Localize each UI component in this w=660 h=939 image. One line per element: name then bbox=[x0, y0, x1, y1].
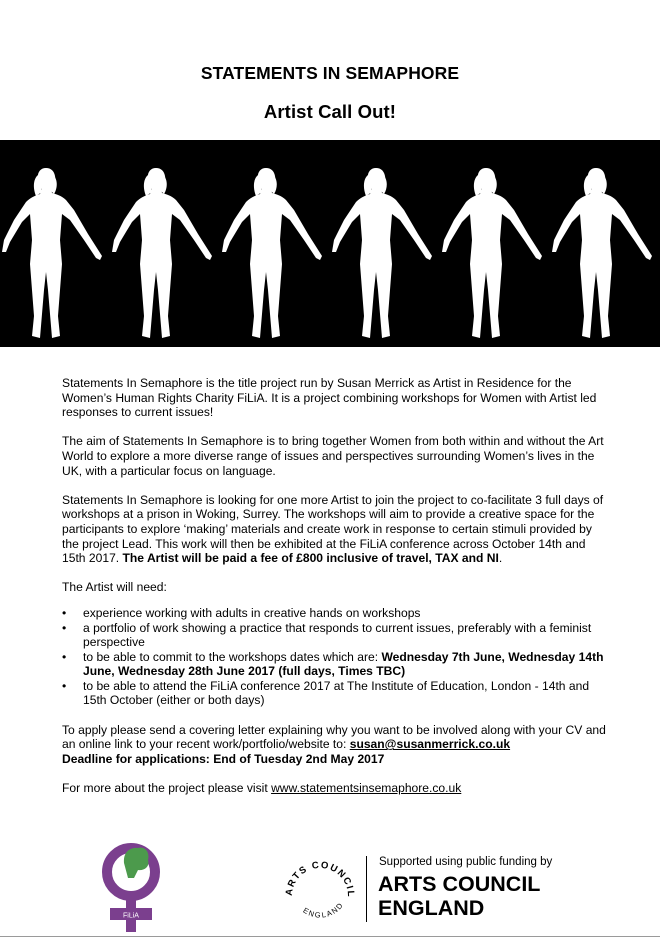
details-end: . bbox=[498, 551, 503, 566]
list-item bbox=[62, 679, 607, 708]
list-item bbox=[62, 621, 607, 650]
arts-council-line2: ENGLAND bbox=[378, 896, 485, 920]
page-subtitle: Artist Call Out! bbox=[263, 101, 397, 122]
bullet-icon: • bbox=[62, 678, 67, 693]
body-text bbox=[62, 376, 607, 810]
more-info-text: For more about the project please visit bbox=[62, 781, 272, 796]
dancing-figure-silhouette bbox=[326, 140, 436, 347]
figure-shape bbox=[2, 168, 102, 338]
list-item-text: a portfolio of work showing a practice that responds to current issues, preferably with a feminist perspective bbox=[83, 620, 592, 650]
dancing-figure-silhouette bbox=[546, 140, 656, 347]
deadline-text: Deadline for applications: End of Tuesday 2nd May 2017 bbox=[62, 751, 385, 766]
dancing-figure-silhouette bbox=[436, 140, 546, 347]
arts-council-line1: ARTS COUNCIL bbox=[378, 872, 541, 896]
bullet-icon: • bbox=[62, 605, 67, 620]
figure-shape bbox=[332, 168, 432, 338]
figure-shape bbox=[112, 168, 212, 338]
funding-statement: Supported using public funding by bbox=[379, 856, 553, 868]
email-link[interactable]: susan@susanmerrick.co.uk bbox=[349, 737, 511, 752]
filia-logo bbox=[90, 838, 180, 934]
needs-intro: The Artist will need: bbox=[62, 580, 167, 595]
requirements-list bbox=[62, 606, 607, 708]
more-info-paragraph bbox=[62, 781, 607, 796]
arts-council-wheel-icon bbox=[282, 852, 358, 928]
list-item bbox=[62, 606, 607, 621]
arts-council-logo bbox=[282, 852, 602, 924]
page-title: STATEMENTS IN SEMAPHORE bbox=[200, 63, 460, 83]
filia-logo-text: FiLiA bbox=[123, 912, 139, 920]
list-item-text: to be able to attend the FiLiA conference 2017 at The Institute of Education, London - 14th and 15th October (either or both days) bbox=[83, 678, 590, 708]
wheel-bottom-path-text: ENGLAND bbox=[301, 900, 346, 920]
workshop-dates: Wednesday 7th June, Wednesday 14th June, Wednesday 28th June 2017 (full days, Times TBC) bbox=[83, 649, 604, 679]
wheel-bottom-text bbox=[301, 900, 345, 920]
figure-shape bbox=[222, 168, 322, 338]
filia-fist-icon bbox=[124, 848, 149, 878]
website-link[interactable]: www.statementsinsemaphore.co.uk bbox=[271, 781, 462, 796]
silhouette-banner bbox=[0, 140, 660, 347]
dancing-figure-silhouette bbox=[0, 140, 106, 347]
bullet-icon: • bbox=[62, 649, 67, 664]
page-bottom-rule bbox=[0, 936, 660, 937]
details-text: Statements In Semaphore is looking for one more Artist to join the project to co-facilitate 3 full days of workshops at a prison in Woking, Surrey. The workshops will aim to provide a creative space for the participants to explore ‘making’ materials and create work in response to certain stimuli provided by the project Lead. This work will then be exhibited at the FiLiA conference across October 14th and 15th 2017. bbox=[62, 492, 604, 566]
aim-paragraph: The aim of Statements In Semaphore is to bring together Women from both within and without the Art World to explore a more diverse range of issues and perspectives surrounding Women’s lives in the UK, with a particular focus on language. bbox=[62, 434, 604, 478]
list-item-text: experience working with adults in creative hands on workshops bbox=[83, 605, 421, 620]
details-paragraph bbox=[62, 493, 607, 566]
arts-council-name bbox=[378, 872, 540, 920]
fee-text: The Artist will be paid a fee of £800 inclusive of travel, TAX and NI bbox=[122, 551, 499, 566]
bullet-icon: • bbox=[62, 620, 67, 635]
list-item-text: to be able to commit to the workshops dates which are: bbox=[83, 649, 382, 664]
apply-text: To apply please send a covering letter explaining why you want to be involved along with your CV and an online link to your recent work/portfolio/website to: bbox=[62, 722, 606, 752]
dancing-figure-silhouette bbox=[216, 140, 326, 347]
figure-shape bbox=[442, 168, 542, 338]
logo-divider bbox=[366, 856, 367, 922]
list-item bbox=[62, 650, 607, 679]
intro-paragraph: Statements In Semaphore is the title project run by Susan Merrick as Artist in Residence for the Women’s Human Rights Charity FiLiA. It is a project combining workshops for Women with Artist led responses to current issues! bbox=[62, 376, 597, 420]
apply-paragraph bbox=[62, 723, 607, 752]
dancing-figure-silhouette bbox=[106, 140, 216, 347]
wheel-top-text bbox=[284, 860, 356, 899]
figure-shape bbox=[552, 168, 652, 338]
wheel-top-path-text: ARTS COUNCIL bbox=[283, 859, 357, 899]
